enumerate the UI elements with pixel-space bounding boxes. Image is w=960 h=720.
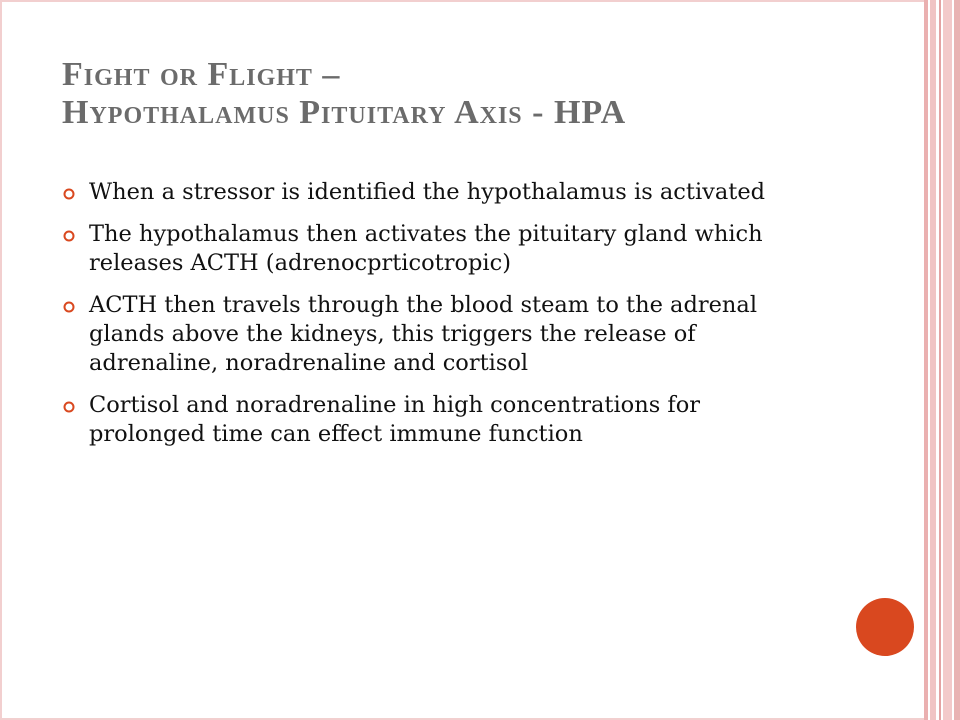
bullet-list <box>60 178 820 462</box>
bullet-marker-icon <box>63 230 75 242</box>
bullet-item <box>60 178 820 207</box>
slide-title-line-2: Hypothalamus Pituitary Axis - HPA <box>62 94 627 132</box>
slide-title <box>62 56 626 132</box>
bullet-text: ACTH then travels through the blood steam to the adrenal glands above the kidneys, this triggers the release of adrenaline, noradrenaline and cortisol <box>89 292 758 376</box>
slide-title-line-1: Fight or Flight – <box>62 56 341 93</box>
bullet-marker-icon <box>63 188 75 200</box>
right-border-stripe <box>924 0 928 720</box>
right-border-stripe <box>954 0 960 720</box>
bullet-marker-icon <box>63 401 75 413</box>
decorative-orange-circle <box>856 598 914 656</box>
bullet-text: Cortisol and noradrenaline in high concentrations for prolonged time can effect immune function <box>89 392 701 447</box>
bullet-text: The hypothalamus then activates the pituitary gland which releases ACTH (adrenocprticotropic) <box>89 221 763 276</box>
bullet-marker-icon <box>63 301 75 313</box>
bullet-text: When a stressor is identified the hypothalamus is activated <box>89 179 766 205</box>
right-border-stripe <box>939 0 941 720</box>
bullet-item <box>60 391 820 449</box>
right-border-stripe <box>930 0 936 720</box>
right-border-stripe <box>943 0 952 720</box>
bullet-item <box>60 220 820 278</box>
bullet-item <box>60 291 820 378</box>
